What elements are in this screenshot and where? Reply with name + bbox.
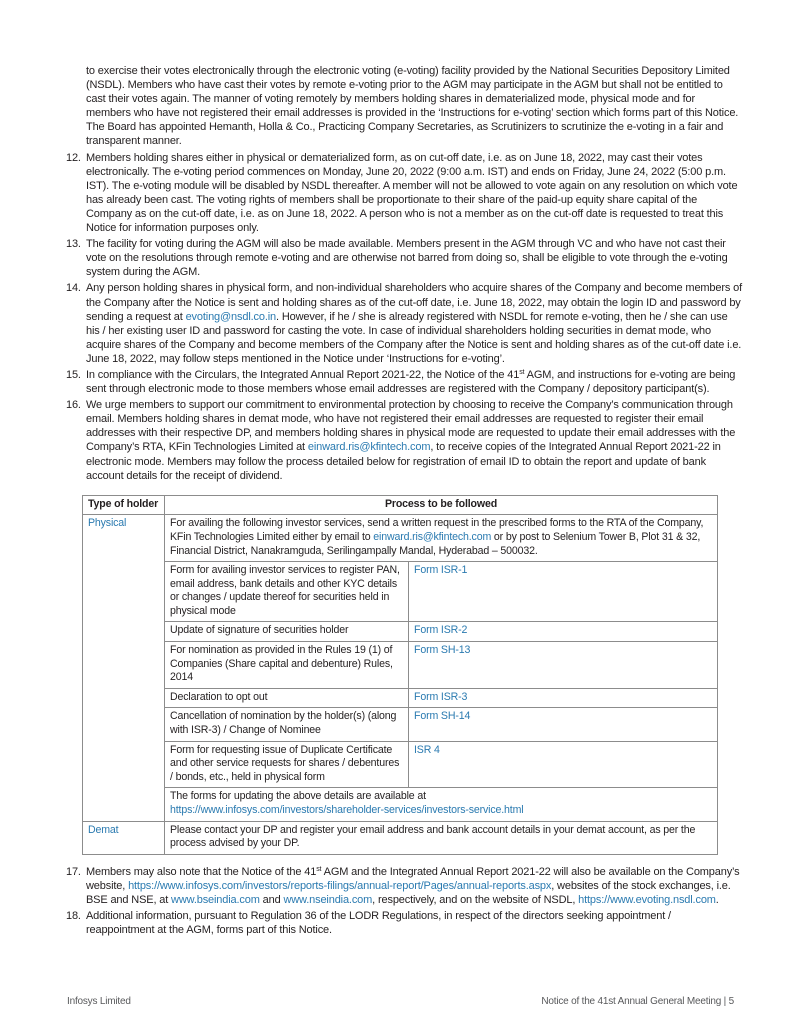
item-text: , to receive copies of the Integrated Annual Report 2021-22 in electronic mode. Members may follow the process detailed below for registration of email ID to obtain the report and update of bank account details for the receipt of dividend. [86, 441, 721, 482]
table-row [83, 515, 718, 562]
item-text: AGM and the Integrated Annual Report 2021-22 will also be available on the Company’s website, [86, 865, 740, 892]
list-item-18 [66, 909, 742, 937]
ordinal-superscript: st [316, 865, 322, 873]
list-item-16 [66, 398, 742, 483]
list-item-13 [66, 237, 742, 279]
table-row [83, 688, 718, 708]
form-link[interactable]: Form SH-14 [409, 708, 718, 741]
forms-note-cell [165, 788, 718, 821]
table-row [83, 741, 718, 788]
cell-text: For availing the following investor services, send a written request in the prescribed forms to the RTA of the Company, KFin Technologies Limited either by email to [170, 517, 704, 543]
holder-physical: Physical [83, 515, 165, 821]
process-table [82, 495, 718, 855]
item-number: 18. [66, 910, 81, 923]
item-text: , websites of the stock exchanges, i.e. BSE and NSE, at [86, 879, 731, 906]
evoting-email-link[interactable]: evoting@nsdl.co.in [185, 310, 277, 323]
service-cell: Form for availing investor services to register PAN, email address, bank details and other KYC details or changes / update thereof for securities held in physical mode [165, 562, 409, 622]
item-number: 15. [66, 368, 81, 381]
bse-link[interactable]: www.bseindia.com [171, 893, 260, 906]
item-text: The facility for voting during the AGM will also be made available. Members present in the AGM through VC and who have not cast their vote on the resolutions through remote e-voting and are otherwise not barred from doing so, shall be eligible to vote through the e-voting system during the AGM. [86, 238, 728, 279]
form-link[interactable]: ISR 4 [409, 741, 718, 788]
service-cell: Cancellation of nomination by the holder(s) (along with ISR-3) / Change of Nominee [165, 708, 409, 741]
form-link[interactable]: Form ISR-2 [409, 622, 718, 642]
form-link[interactable]: Form ISR-3 [409, 688, 718, 708]
list-item-14 [66, 281, 742, 366]
cell-text: The forms for updating the above details are available at [170, 790, 426, 803]
nsdl-evoting-link[interactable]: https://www.evoting.nsdl.com [578, 893, 716, 906]
cell-text: or by post to Selenium Tower B, Plot 31 & 32, Financial District, Nanakramguda, Serilingampally Mandal, Hyderabad – 500032. [170, 530, 701, 557]
physical-intro-cell [165, 515, 718, 562]
item-text: We urge members to support our commitment to environmental protection by choosing to receive the Company’s communication through email. Members holding shares in demat mode, who have not registered their email addresses are requested to register their email addresses with their respective DP, and members holding shares in physical mode are requested to update their email addresses with the Company’s RTA, KFin Technologies Limited at [86, 399, 736, 454]
table-row [83, 788, 718, 821]
list-item-15 [66, 368, 742, 396]
holder-demat: Demat [83, 821, 165, 854]
ordinal-superscript: st [519, 368, 525, 376]
service-cell: For nomination as provided in the Rules 19 (1) of Companies (Share capital and debenture) Rules, 2014 [165, 642, 409, 689]
item-number: 17. [66, 865, 81, 878]
intro-paragraph: to exercise their votes electronically through the electronic voting (e-voting) facility provided by the National Securities Depository Limited (NSDL). Members who have cast their votes by remote e-voting prior to the AGM may participate in the AGM but shall not be entitled to cast their votes again. The manner of voting remotely by members holding shares in dematerialized mode, physical mode and for members who have not registered their email addresses is provided in the ‘Instructions for e-voting’ section which forms part of this Notice. The Board has appointed Hemanth, Holla & Co., Practicing Company Secretaries, as Scrutinizers to scrutinize the e-voting in a fair and transparent manner. [86, 65, 739, 148]
footer-company-name: Infosys Limited [67, 996, 131, 1007]
list-item-12 [66, 151, 742, 236]
service-cell: Form for requesting issue of Duplicate Certificate and other service requests for shares / debentures / bonds, etc., held in physical form [165, 741, 409, 788]
item-text: . [715, 893, 719, 906]
item-text: and [259, 893, 284, 906]
demat-process-cell: Please contact your DP and register your email address and bank account details in your demat account, as per the process advised by your DP. [165, 821, 718, 854]
item-number: 16. [66, 399, 81, 412]
investors-service-link[interactable]: https://www.infosys.com/investors/shareholder-services/investors-service.html [170, 804, 524, 816]
header-type-of-holder: Type of holder [83, 495, 165, 515]
document-body [66, 64, 742, 937]
kfintech-email-link[interactable]: einward.ris@kfintech.com [307, 441, 431, 454]
service-cell: Declaration to opt out [165, 688, 409, 708]
table-row [83, 622, 718, 642]
item-text: AGM, and instructions for e-voting are being sent through electronic mode to those members whose email addresses are registered with the Company / depository participant(s). [86, 368, 736, 396]
item-text: , respectively, and on the website of NSDL, [372, 893, 579, 906]
list-item-17 [66, 865, 742, 907]
nse-link[interactable]: www.nseindia.com [283, 893, 373, 906]
table-row [83, 821, 718, 854]
item-text: In compliance with the Circulars, the Integrated Annual Report 2021-22, the Notice of the 41 [86, 368, 520, 381]
item-number: 12. [66, 151, 81, 164]
item-text: . However, if he / she is already registered with NSDL for remote e-voting, then he / she can use his / her existing user ID and password for casting the vote. In case of individual shareholders holding securities in demat mode, who acquire shares of the Company and become members of the Company after the Notice is sent and holding shares as of the cut-off date i.e. June 18, 2022, may follow steps mentioned in the Notice under ‘Instructions for e-voting’. [86, 310, 742, 365]
form-link[interactable]: Form SH-13 [409, 642, 718, 689]
kfintech-email-link[interactable]: einward.ris@kfintech.com [373, 530, 492, 543]
table-row [83, 642, 718, 689]
table-row [83, 562, 718, 622]
table-header-row [83, 495, 718, 515]
header-process: Process to be followed [165, 495, 718, 515]
item-text: Members holding shares either in physical or dematerialized form, as on cut-off date, i.e. as on June 18, 2022, may cast their votes electronically. The e-voting period commences on Monday, June 20, 2022 (9:00 a.m. IST) and ends on Friday, June 24, 2022 (5:00 p.m. IST). The e-voting module will be disabled by NSDL thereafter. A member will not be allowed to vote again on any resolution on which vote has already been cast. The voting rights of members shall be proportionate to their share of the paid-up equity share capital of the Company as on the cut-off date, i.e. as on June 18, 2022. A person who is not a member as on the cut-off date is requested to treat this Notice for information purposes only. [86, 151, 738, 235]
form-link[interactable]: Form ISR-1 [409, 562, 718, 622]
annual-report-link[interactable]: https://www.infosys.com/investors/reports-filings/annual-report/Pages/annual-reports.aspx [128, 879, 552, 892]
table-row [83, 708, 718, 741]
item-number: 13. [66, 238, 81, 251]
service-cell: Update of signature of securities holder [165, 622, 409, 642]
item-text: Any person holding shares in physical form, and non-individual shareholders who acquire shares of the Company and become members of the Company after the Notice is sent and holding shares as of the cut-off date, i.e. June 18, 2022, may obtain the login ID and password by sending a request at [86, 282, 743, 323]
item-number: 14. [66, 282, 81, 295]
item-text: Members may also note that the Notice of the 41 [86, 865, 317, 878]
footer-page-info: Notice of the 41st Annual General Meeting | 5 [541, 996, 734, 1007]
item-text: Additional information, pursuant to Regulation 36 of the LODR Regulations, in respect of the directors seeking appointment / reappointment at the AGM, forms part of this Notice. [86, 910, 671, 937]
